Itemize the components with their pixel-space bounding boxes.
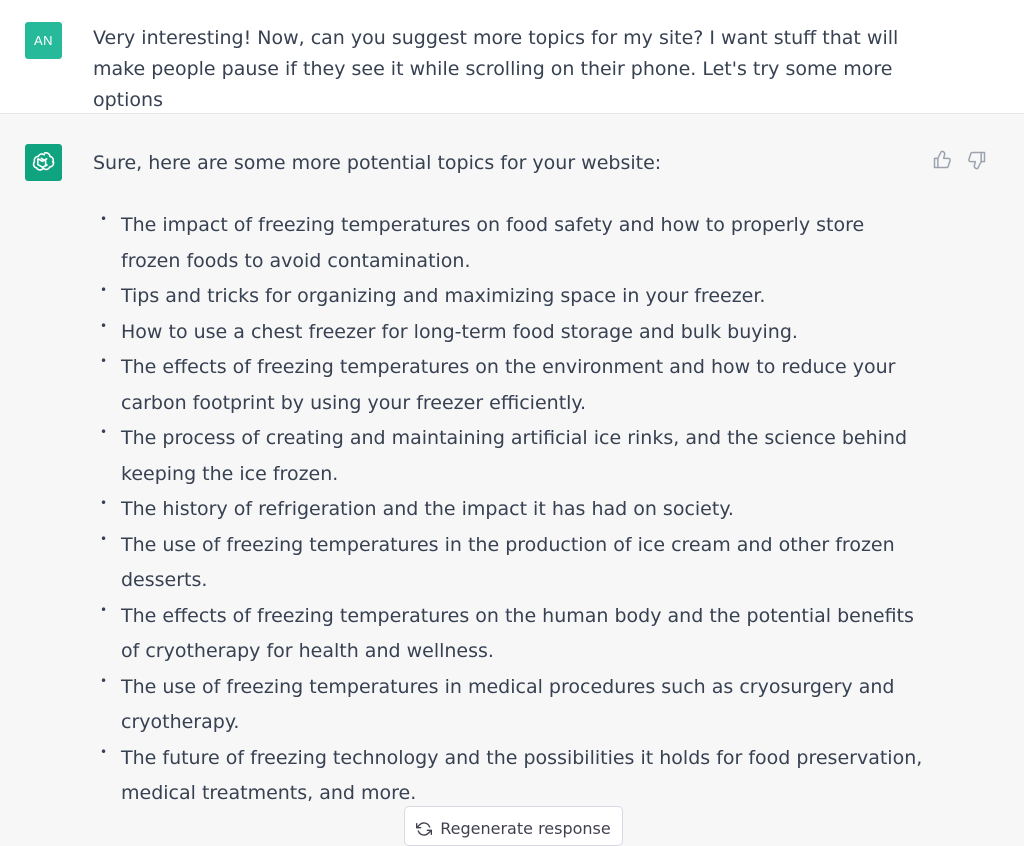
- list-item: [93, 315, 923, 351]
- list-item: [93, 421, 923, 492]
- bullet-icon: •: [100, 673, 108, 688]
- bullet-icon: •: [100, 531, 108, 546]
- thumbs-up-button[interactable]: [930, 148, 954, 172]
- regenerate-response-button[interactable]: [404, 806, 623, 846]
- assistant-message-row: [0, 114, 1024, 834]
- bullet-icon: •: [100, 318, 108, 333]
- list-item-text: Tips and tricks for organizing and maximizing space in your freezer.: [121, 285, 766, 307]
- list-item-text: The effects of freezing temperatures on the human body and the potential benefits of cryotherapy for health and wellness.: [121, 604, 914, 662]
- list-item: [93, 741, 923, 812]
- refresh-icon: [416, 821, 432, 837]
- list-item-text: The use of freezing temperatures in the production of ice cream and other frozen desserts.: [121, 533, 895, 591]
- user-avatar: AN: [25, 22, 62, 59]
- topic-list: [93, 208, 923, 812]
- list-item: [93, 350, 923, 421]
- list-item: [93, 279, 923, 315]
- list-item-text: The future of freezing technology and the possibilities it holds for food preservation, medical treatments, and more.: [121, 746, 923, 804]
- list-item: [93, 599, 923, 670]
- bullet-icon: •: [100, 744, 108, 759]
- list-item-text: The history of refrigeration and the impact it has had on society.: [121, 498, 734, 520]
- list-item-text: The effects of freezing temperatures on the environment and how to reduce your carbon footprint by using your freezer efficiently.: [121, 356, 896, 414]
- bullet-icon: •: [100, 496, 108, 510]
- thumbs-down-icon: [967, 150, 987, 170]
- user-message-row: [0, 0, 1024, 114]
- bullet-icon: •: [100, 354, 108, 368]
- list-item: [93, 492, 923, 528]
- assistant-intro-text: Sure, here are some more potential topics for your website:: [93, 152, 662, 174]
- list-item: [93, 670, 923, 741]
- regenerate-label: Regenerate response: [440, 819, 611, 838]
- list-item-text: The process of creating and maintaining artificial ice rinks, and the science behind keeping the ice frozen.: [121, 427, 908, 485]
- list-item-text: The use of freezing temperatures in medical procedures such as cryosurgery and cryotherapy.: [121, 675, 895, 733]
- assistant-avatar: [25, 144, 62, 181]
- openai-logo-icon: [31, 150, 57, 176]
- bullet-icon: •: [100, 425, 108, 439]
- list-item: [93, 208, 923, 279]
- bullet-icon: •: [100, 212, 108, 226]
- bullet-icon: •: [100, 283, 108, 297]
- thumbs-up-icon: [932, 150, 952, 170]
- list-item: [93, 528, 923, 599]
- bullet-icon: •: [100, 602, 108, 617]
- list-item-text: How to use a chest freezer for long-term food storage and bulk buying.: [121, 320, 798, 343]
- list-item-text: The impact of freezing temperatures on food safety and how to properly store frozen foods to avoid contamination.: [121, 214, 865, 272]
- thumbs-down-button[interactable]: [965, 148, 989, 172]
- user-message-text: Very interesting! Now, can you suggest more topics for my site? I want stuff that will make people pause if they see it while scrolling on their phone. Let's try some more options: [93, 27, 899, 111]
